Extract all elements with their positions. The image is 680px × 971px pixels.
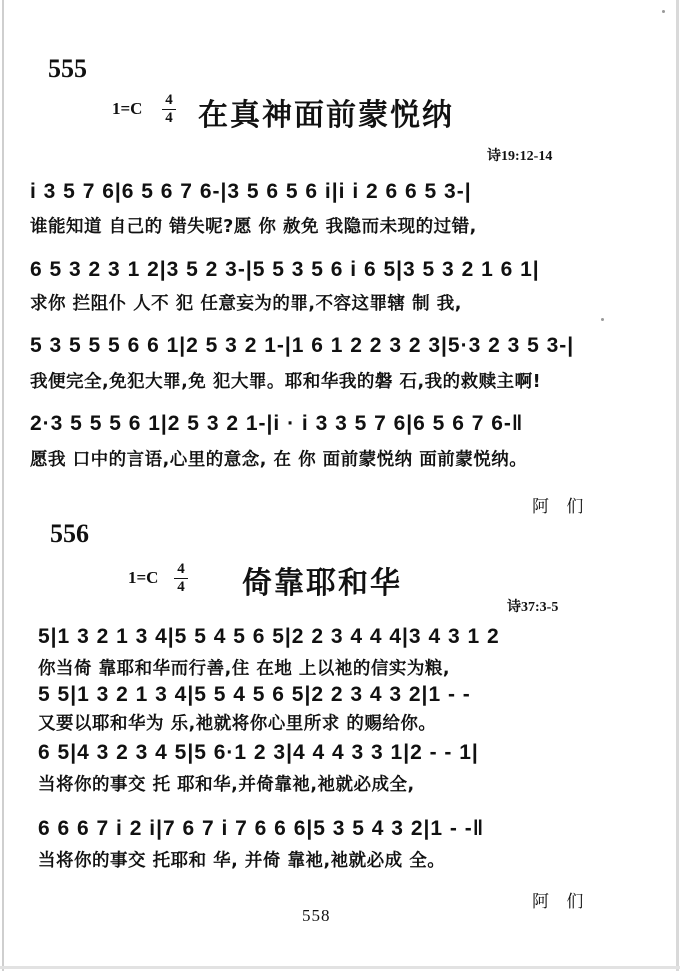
hymn-title: 在真神面前蒙悦纳: [198, 98, 454, 133]
lyric-line: 你当倚 靠耶和华而行善,住 在地 上以祂的信实为粮,: [38, 659, 451, 679]
lyric-line: 谁能知道 自己的 错失呢?愿 你 赦免 我隐而未现的过错,: [30, 217, 477, 237]
notation-line: i 3 5 7 6|6 5 6 7 6-|3 5 6 5 6 i|i i 2 6 6 5 3-|: [30, 180, 472, 203]
lyric-line: 愿我 口中的言语,心里的意念, 在 你 面前蒙悦纳 面前蒙悦纳。: [30, 450, 528, 470]
scan-edge-bottom: [0, 966, 680, 969]
scan-speck: [662, 10, 665, 13]
time-signature-bottom: 4: [165, 110, 173, 126]
notation-line: 5 5|1 3 2 1 3 4|5 5 4 5 6 5|2 2 3 4 3 2|1 - -: [38, 683, 471, 706]
time-signature-top: 4: [177, 561, 185, 577]
notation-line: 6 5|4 3 2 3 4 5|5 6·1 2 3|4 4 4 3 3 1|2 - - 1|: [38, 741, 479, 764]
time-signature: [162, 93, 176, 126]
lyric-line: 我便完全,免犯大罪,免 犯大罪。耶和华我的磐 石,我的救赎主啊!: [30, 372, 542, 392]
lyric-line: 当将你的事交 托 耶和华,并倚靠祂,祂就必成全,: [38, 775, 415, 795]
hymn-number: 556: [50, 519, 89, 548]
notation-line: 5|1 3 2 1 3 4|5 5 4 5 6 5|2 2 3 4 4 4|3 4 3 1 2: [38, 625, 500, 648]
scripture-reference: 诗19:12-14: [487, 149, 553, 164]
scripture-reference: 诗37:3-5: [507, 600, 559, 615]
page-number: 558: [302, 906, 331, 925]
key-signature: 1=C: [112, 99, 143, 118]
scan-edge-left: [2, 0, 4, 971]
key-signature: 1=C: [128, 568, 159, 587]
notation-line: 2·3 5 5 5 6 1|2 5 3 2 1-|i · i 3 3 5 7 6|6 5 6 7 6-‖: [30, 412, 524, 435]
hymn-number: 555: [48, 54, 87, 83]
scan-edge-right: [676, 0, 679, 971]
time-signature: [174, 562, 188, 595]
time-signature-top: 4: [165, 92, 173, 108]
hymn-title: 倚靠耶和华: [242, 566, 402, 601]
notation-line: 6 6 6 7 i 2 i|7 6 7 i 7 6 6 6|5 3 5 4 3 2|1 - -‖: [38, 817, 485, 840]
lyric-line: 当将你的事交 托耶和 华, 并倚 靠祂,祂就必成 全。: [38, 851, 446, 871]
amen: 阿 们: [532, 497, 590, 517]
notation-line: 5 3 5 5 5 6 6 1|2 5 3 2 1-|1 6 1 2 2 3 2 3|5·3 2 3 5 3-|: [30, 334, 575, 357]
lyric-line: 又要以耶和华为 乐,祂就将你心里所求 的赐给你。: [38, 714, 437, 734]
scan-speck: [601, 318, 604, 321]
time-signature-bottom: 4: [177, 579, 185, 595]
amen: 阿 们: [532, 892, 590, 912]
notation-line: 6 5 3 2 3 1 2|3 5 2 3-|5 5 3 5 6 i 6 5|3 5 3 2 1 6 1|: [30, 258, 540, 281]
lyric-line: 求你 拦阻仆 人不 犯 任意妄为的罪,不容这罪辖 制 我,: [30, 294, 462, 314]
